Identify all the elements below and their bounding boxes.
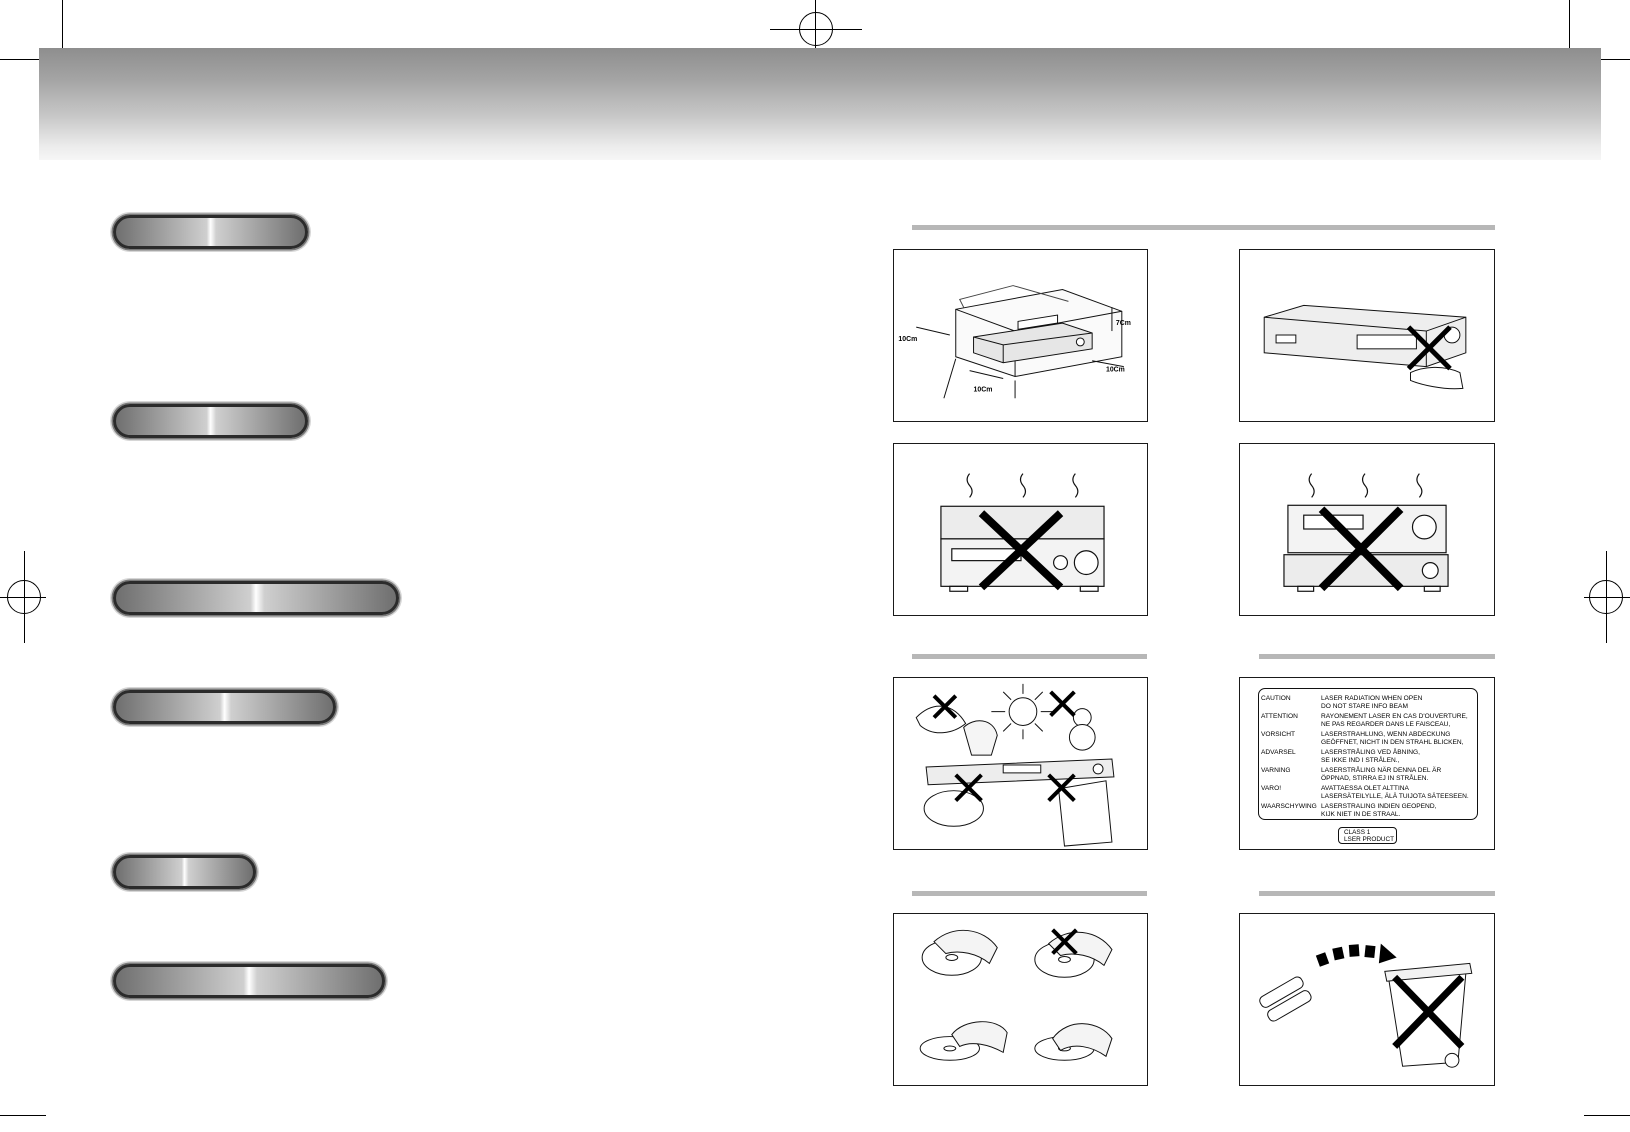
- figure-no-amplifier-on-player: [1239, 443, 1495, 616]
- section-rule: [912, 654, 1147, 659]
- no-amplifier-on-player-illustration: [1240, 444, 1494, 615]
- section-heading-pill: [113, 215, 308, 249]
- laser-row-key: VARNING: [1261, 767, 1291, 774]
- battery-disposal-illustration: [1240, 914, 1494, 1085]
- registration-mark: [770, 29, 862, 30]
- laser-row-key: VORSICHT: [1261, 731, 1296, 738]
- laser-row-key: WAARSCHYWING: [1261, 803, 1317, 810]
- clearance-top-label: 7Cm: [1115, 320, 1131, 328]
- laser-row-line: AVATTAESSA OLET ALTTINA: [1321, 785, 1409, 792]
- no-stack-on-amplifier-illustration: [894, 444, 1147, 615]
- section-rule: [1259, 654, 1495, 659]
- laser-row-line: SE IKKE IND I STRÅLEN.,: [1321, 757, 1400, 764]
- section-rule: [912, 891, 1147, 896]
- laser-warning-box: [1258, 688, 1478, 820]
- disc-handling-illustration: [894, 914, 1147, 1085]
- header-band: [39, 48, 1601, 160]
- laser-row-line: LASER RADIATION WHEN OPEN: [1321, 695, 1423, 702]
- laser-row-line: KIJK NIET IN DE STRAAL.: [1321, 811, 1401, 818]
- do-not-touch-tray-illustration: [1240, 250, 1494, 421]
- clearance-left-label: 10Cm: [898, 335, 918, 343]
- clearance-right-label: 10Cm: [1106, 366, 1125, 374]
- section-rule: [912, 225, 1495, 230]
- laser-row-line: LASERSTRAHLUNG, WENN ABDECKUNG: [1321, 731, 1451, 738]
- registration-mark: [1584, 597, 1630, 598]
- laser-row-line: ÖPPNAD, STIRRA EJ IN STRÅLEN.: [1321, 775, 1429, 782]
- laser-row-line: LASERSTRALING INDIEN GEOPEND,: [1321, 803, 1437, 810]
- class-badge-line: LSER PRODUCT: [1344, 836, 1395, 843]
- laser-row-line: LASERSTRÅLING VED ÅBNING,: [1321, 749, 1420, 756]
- laser-row-line: GEÖFFNET, NICHT IN DEN STRAHL BLICKEN,: [1321, 739, 1464, 746]
- figure-do-not-touch-tray: [1239, 249, 1495, 422]
- figure-ventilation-clearance: [893, 249, 1148, 422]
- laser-row-line: LASERSTRÅLING NÄR DENNA DEL ÄR: [1321, 767, 1442, 774]
- figure-disc-handling: [893, 913, 1148, 1086]
- section-heading-pill: [113, 964, 385, 998]
- laser-row-key: CAUTION: [1261, 695, 1291, 702]
- crop-mark: [1584, 1115, 1630, 1116]
- laser-row-line: LASERSÄTEILYLLE, ÄLÄ TUIJOTA SÄTEESEEN.: [1321, 793, 1469, 800]
- clearance-front-label: 10Cm: [973, 386, 993, 394]
- environment-hazards-illustration: [894, 678, 1147, 849]
- section-heading-pill: [113, 404, 308, 438]
- laser-row-line: DO NOT STARE INFO BEAM: [1321, 703, 1408, 710]
- figure-battery-disposal: [1239, 913, 1495, 1086]
- laser-row-line: NE PAS REGARDER DANS LE FAISCEAU,: [1321, 721, 1451, 728]
- class-badge-line: CLASS 1: [1344, 829, 1371, 836]
- laser-row-key: ATTENTION: [1261, 713, 1298, 720]
- ventilation-clearance-illustration: [894, 250, 1147, 421]
- section-heading-pill: [113, 581, 399, 615]
- crop-mark: [1569, 0, 1570, 48]
- class-1-badge: [1338, 827, 1397, 844]
- laser-row-key: VARO!: [1261, 785, 1282, 792]
- crop-mark: [62, 0, 63, 48]
- section-heading-pill: [113, 855, 256, 889]
- registration-mark: [0, 597, 46, 598]
- section-rule: [1259, 891, 1495, 896]
- laser-row-key: ADVARSEL: [1261, 749, 1296, 756]
- figure-no-stack-on-amplifier: [893, 443, 1148, 616]
- figure-laser-warning-label: [1239, 677, 1495, 850]
- crop-mark: [0, 1115, 46, 1116]
- section-heading-pill: [113, 690, 336, 724]
- figure-environment-hazards: [893, 677, 1148, 850]
- registration-mark: [815, 0, 816, 48]
- laser-row-line: RAYONEMENT LASER EN CAS D'OUVERTURE,: [1321, 713, 1468, 720]
